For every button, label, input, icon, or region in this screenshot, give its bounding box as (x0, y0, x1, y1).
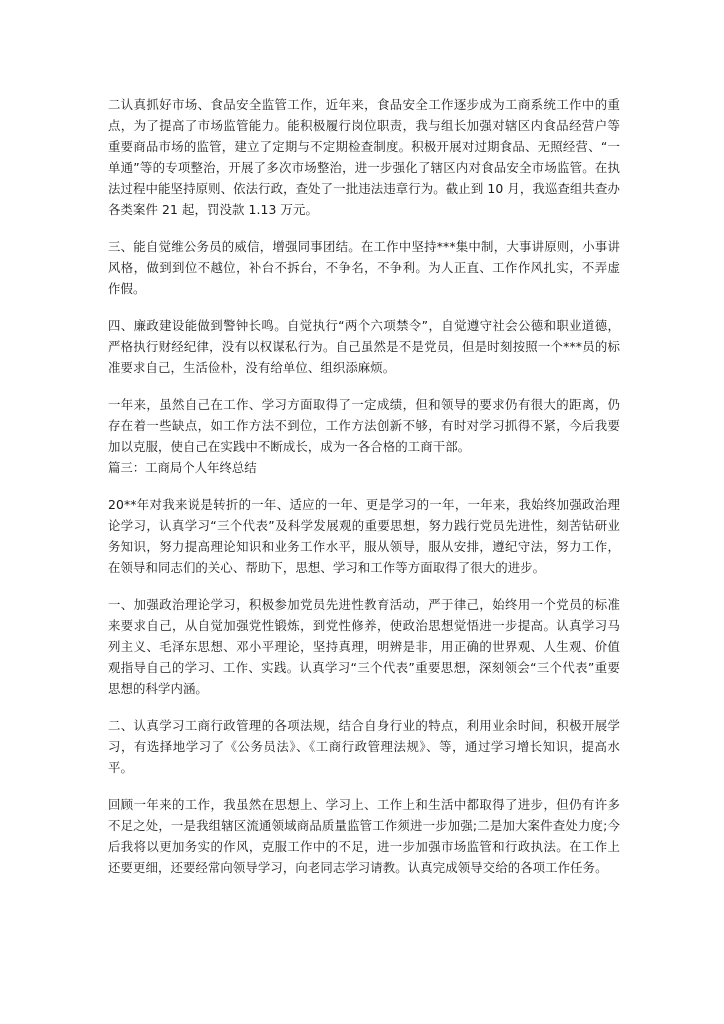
paragraph-market-supervision: 二认真抓好市场、食品安全监管工作，近年来，食品安全工作逐步成为工商系统工作中的重点，为了提高了市场监管能力。能积极履行岗位职责，我与组长加强对辖区内食品经营户等重要商品市场的监管，建立了定期与不定期检查制度。积极开展对过期食品、无照经营、“一单通”等的专项整治，开展了多次市场整治，进一步强化了辖区内对食品安全市场监管。在执法过程中能坚持原则、依法行政，查处了一批违法违章行为。截止到 10 月，我巡查组共查办各类案件 21 起，罚没款 1.13 万元。 (108, 97, 620, 217)
paragraph-year-review: 一年来，虽然自己在工作、学习方面取得了一定成绩，但和领导的要求仍有很大的距离，仍存在着一些缺点，如工作方法不到位，工作方法创新不够，有时对学习抓得不紧，今后我要加以克服，使自己在实践中不断成长，成为一各合格的工商干部。 (108, 397, 620, 454)
section-title: 篇三：工商局个人年终总结 (108, 460, 257, 475)
paragraph-regulation-study: 二、认真学习工商行政管理的各项法规，结合自身行业的特点，利用业余时间，积极开展学习，有选择地学习了《公务员法》、《工商行政管理法规》、等，通过学习增长知识，提高水平。 (108, 718, 620, 775)
paragraph-intro: 20**年对我来说是转折的一年、适应的一年、更是学习的一年，一年来，我始终加强政治理论学习，认真学习“三个代表”及科学发展观的重要思想，努力践行党员先进性，刻苦钻研业务知识，努力提高理论知识和业务工作水平，服从领导，服从安排，遵纪守法，努力工作，在领导和同志们的关心、帮助下，思想、学习和工作等方面取得了很大的进步。 (108, 497, 620, 575)
paragraph-civil-servant: 三、能自觉维公务员的威信，增强同事团结。在工作中坚持***集中制，大事讲原则，小事讲风格，做到到位不越位，补台不拆台，不争名，不争利。为人正直、工作作风扎实，不弄虚作假。 (108, 239, 620, 296)
paragraph-integrity: 四、廉政建设能做到警钟长鸣。自觉执行“两个六项禁令”，自觉遵守社会公德和职业道德，严格执行财经纪律，没有以权谋私行为。自己虽然是不是党员，但是时刻按照一个***员的标准要求自己，生活俭朴，没有给单位、组织添麻烦。 (108, 318, 620, 375)
paragraph-conclusion: 回顾一年来的工作，我虽然在思想上、学习上、工作上和生活中都取得了进步，但仍有许多不足之处，一是我组辖区流通领域商品质量监管工作须进一步加强;二是加大案件查处力度;今后我将以更加务实的作风，克服工作中的不足，进一步加强市场监管和行政执法。在工作上还要更细，还要经常向领导学习，向老同志学习请教。认真完成领导交给的各项工作任务。 (108, 797, 620, 875)
paragraph-political-study: 一、加强政治理论学习，积极参加党员先进性教育活动，严于律己，始终用一个党员的标准来要求自己，从自觉加强党性锻炼，到党性修养，使政治思想觉悟进一步提高。认真学习马列主义、毛泽东思想、邓小平理论，坚持真理，明辨是非，用正确的世界观、人生观、价值观指导自己的学习、工作、实践。认真学习“三个代表”重要思想，深刻领会“三个代表”重要思想的科学内涵。 (108, 597, 620, 696)
document-page (108, 94, 620, 878)
